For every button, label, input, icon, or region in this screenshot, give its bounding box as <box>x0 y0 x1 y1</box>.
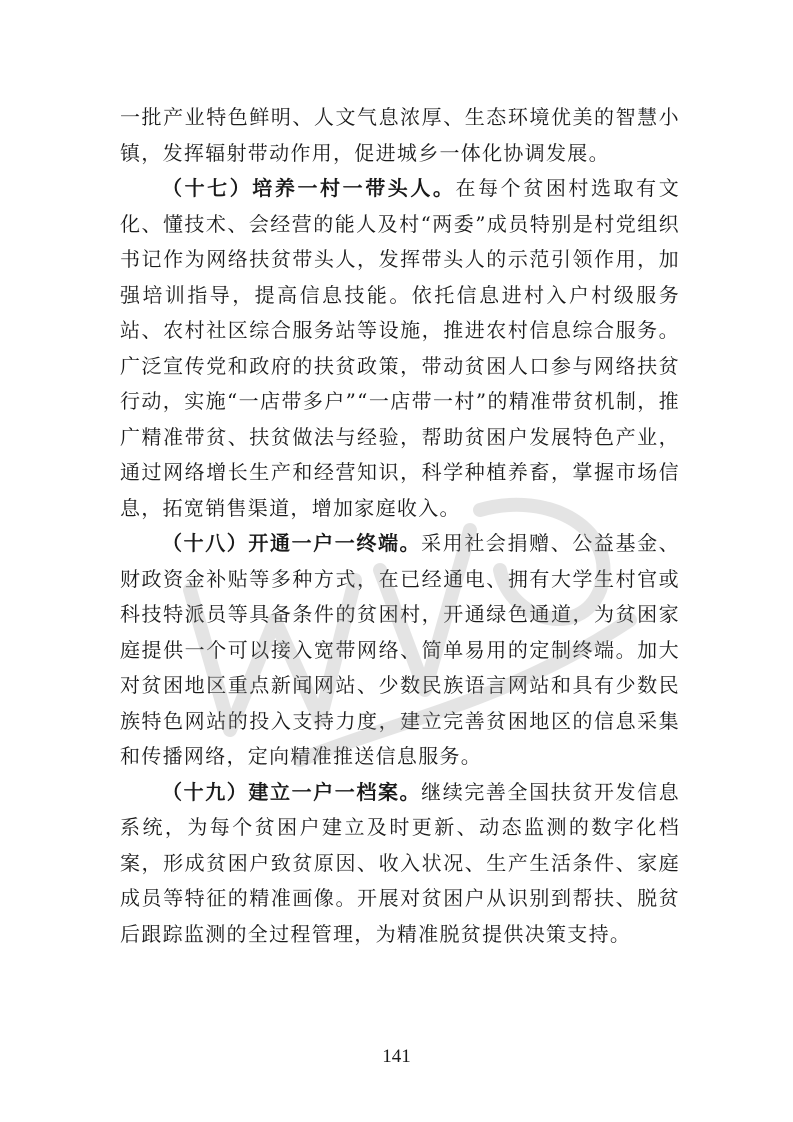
section-17-heading: （十七）培养一村一带头人。 <box>162 176 456 200</box>
section-19-body: 继续完善全国扶贫开发信息系统，为每个贫困户建立及时更新、动态监测的数字化档案，形成贫困户致贫原因、收入状况、生产生活条件、家庭成员等特征的精准画像。开展对贫困户从识别到帮扶、脱贫后跟踪监测的全过程管理，为精准脱贫提供决策支持。 <box>120 779 680 946</box>
paragraph-continuation <box>120 100 680 171</box>
paragraph-1-body: 一批产业特色鲜明、人文气息浓厚、生态环境优美的智慧小镇，发挥辐射带动作用，促进城乡一体化协调发展。 <box>120 105 680 165</box>
section-19-heading: （十九）建立一户一档案。 <box>162 779 422 804</box>
paragraph-section-19 <box>120 775 680 953</box>
paragraph-section-18 <box>120 526 680 775</box>
paragraph-section-17 <box>120 171 680 526</box>
section-17-body: 在每个贫困村选取有文化、懂技术、会经营的能人及村“两委”成员特别是村党组织书记作为网络扶贫带头人，发挥带头人的示范引领作用，加强培训指导，提高信息技能。依托信息进村入户村级服务站、农村社区综合服务站等设施，推进农村信息综合服务。广泛宣传党和政府的扶贫政策，带动贫困人口参与网络扶贫行动，实施“一店带多户”“一店带一村”的精准带贫机制，推广精准带贫、扶贫做法与经验，帮助贫困户发展特色产业，通过网络增长生产和经营知识，科学种植养畜，掌握市场信息，拓宽销售渠道，增加家庭收入。 <box>120 176 681 520</box>
section-18-body: 采用社会捐赠、公益基金、财政资金补贴等多种方式，在已经通电、拥有大学生村官或科技特派员等具备条件的贫困村，开通绿色通道，为贫困家庭提供一个可以接入宽带网络、简单易用的定制终端。加大对贫困地区重点新闻网站、少数民族语言网站和具有少数民族特色网站的投入支持力度，建立完善贫困地区的信息采集和传播网络，定向精准推送信息服务。 <box>120 531 680 768</box>
page-number: 141 <box>382 1046 411 1067</box>
document-body <box>120 100 680 952</box>
section-18-heading: （十八）开通一户一终端。 <box>162 531 422 555</box>
